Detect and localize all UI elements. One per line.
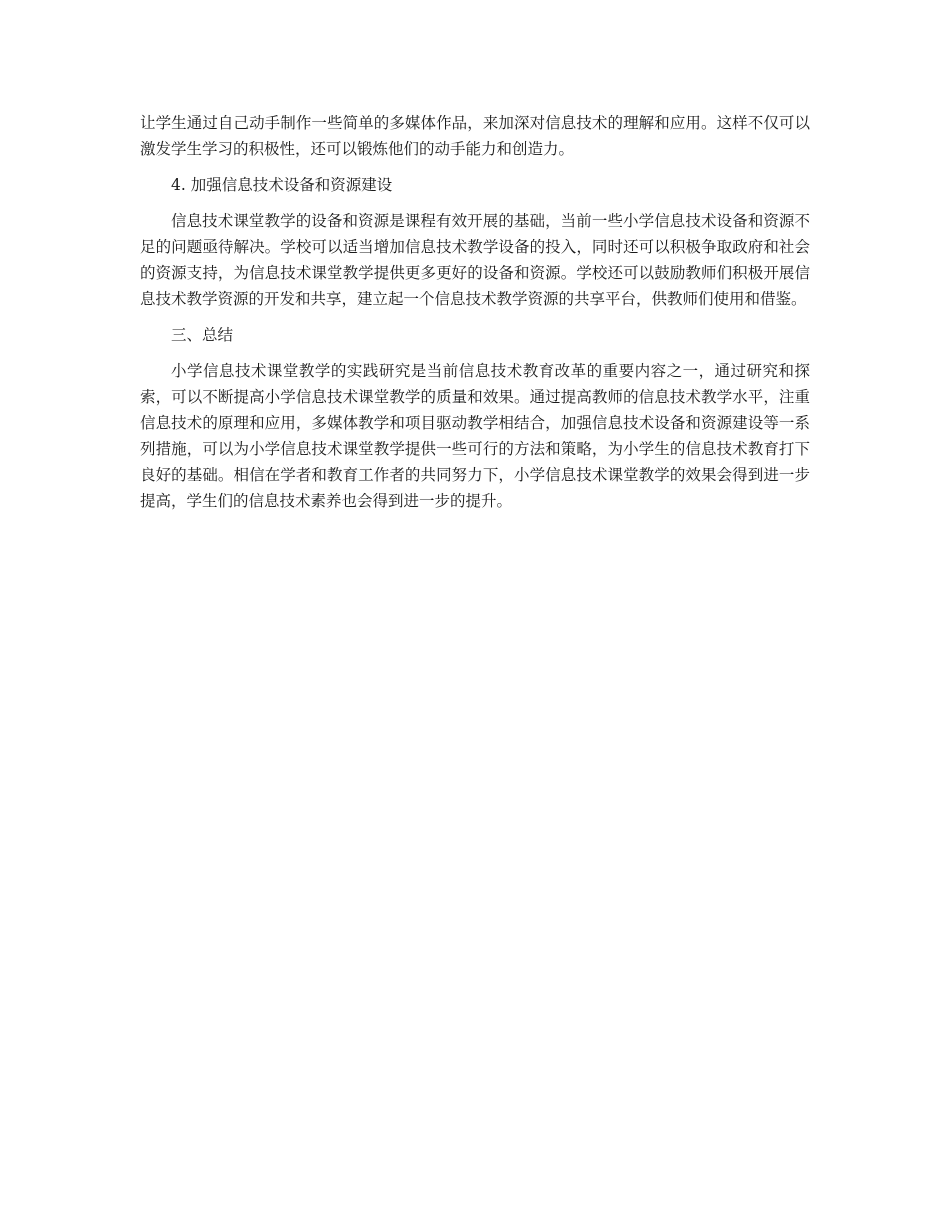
paragraph-summary: 小学信息技术课堂教学的实践研究是当前信息技术教育改革的重要内容之一，通过研究和探索，可以不断提高小学信息技术课堂教学的质量和效果。通过提高教师的信息技术教学水平，注重信息技术的原理和应用，多媒体教学和项目驱动教学相结合，加强信息技术设备和资源建设等一系列措施，可以为小学信息技术课堂教学提供一些可行的方法和策略，为小学生的信息技术教育打下良好的基础。相信在学者和教育工作者的共同努力下，小学信息技术课堂教学的效果会得到进一步提高，学生们的信息技术素养也会得到进一步的提升。	[140, 362, 810, 510]
section-heading-4: 4. 加强信息技术设备和资源建设	[171, 176, 393, 194]
document-body	[140, 110, 810, 524]
section-heading-summary: 三、总结	[171, 326, 234, 344]
paragraph-equipment-resources: 信息技术课堂教学的设备和资源是课程有效开展的基础，当前一些小学信息技术设备和资源不足的问题亟待解决。学校可以适当增加信息技术教学设备的投入，同时还可以积极争取政府和社会的资源支持，为信息技术课堂教学提供更多更好的设备和资源。学校还可以鼓励教师们积极开展信息技术教学资源的开发和共享，建立起一个信息技术教学资源的共享平台，供教师们使用和借鉴。	[140, 212, 810, 308]
paragraph-continuation: 让学生通过自己动手制作一些简单的多媒体作品，来加深对信息技术的理解和应用。这样不仅可以激发学生学习的积极性，还可以锻炼他们的动手能力和创造力。	[140, 114, 810, 158]
